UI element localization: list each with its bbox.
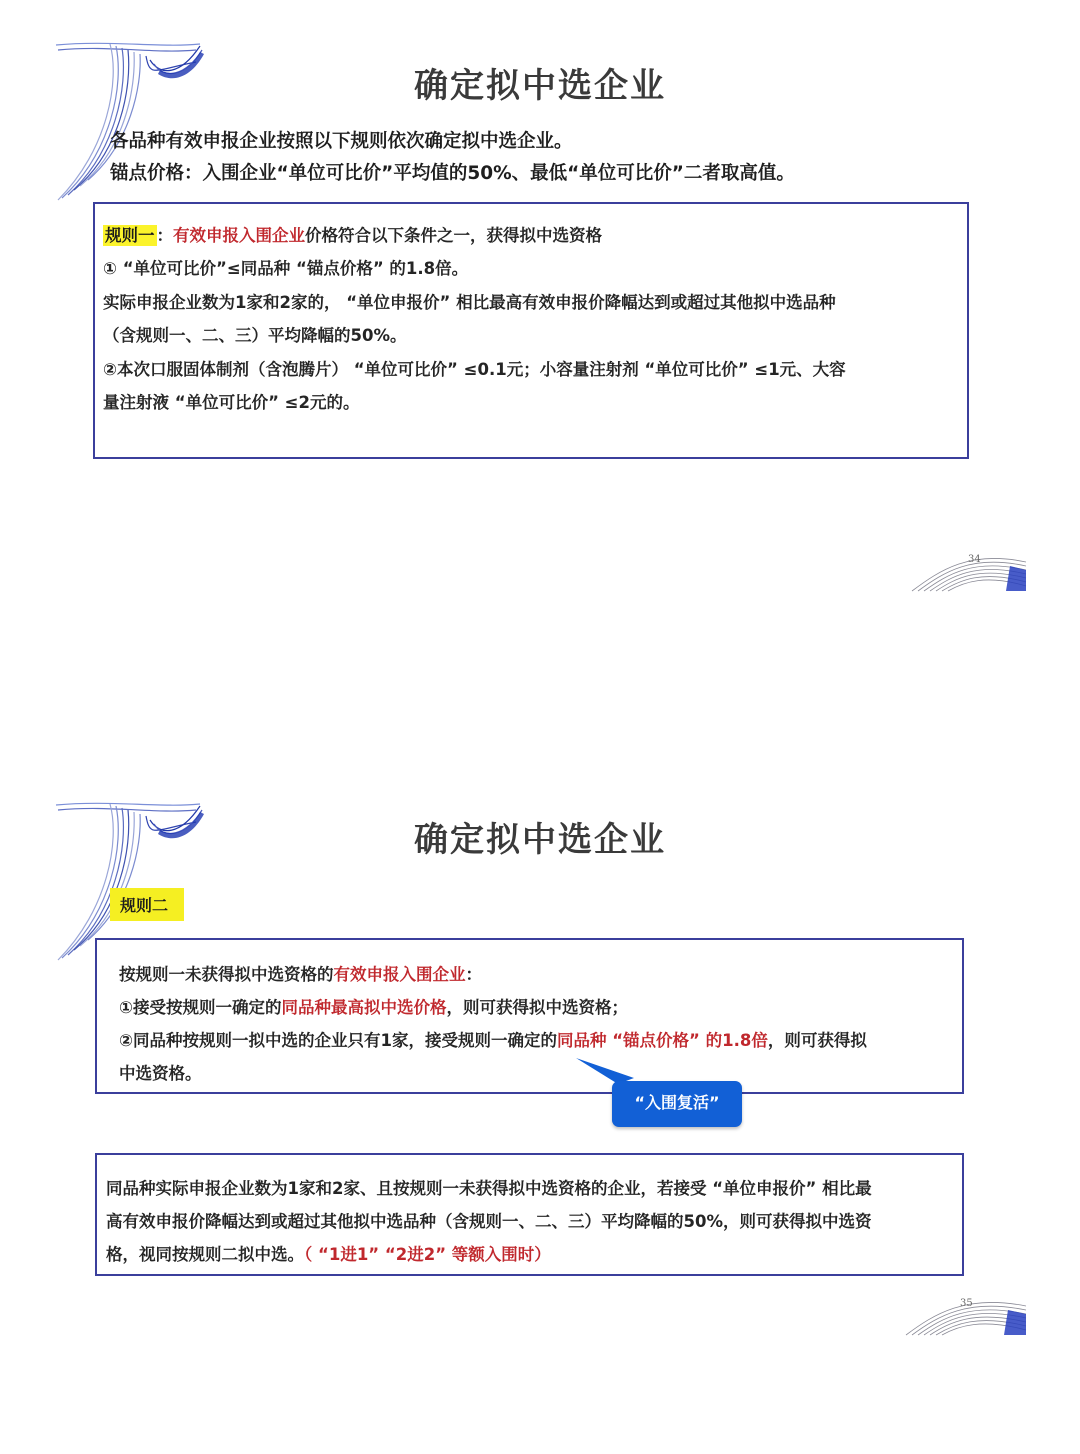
rule-one-red-text: 有效申报入围企业: [173, 226, 305, 245]
supplement-line-3-red: （ “1进1” “2进2” 等额入围时）: [304, 1245, 551, 1264]
rule-two-line-1-red: 有效申报入围企业: [333, 965, 466, 984]
rule-two-line-1-a: 按规则一未获得拟中选资格的: [119, 965, 334, 984]
rule-two-line-3-red: 同品种 “锚点价格” 的1.8倍: [556, 1031, 768, 1050]
page-number: 35: [960, 1298, 973, 1309]
rule-two-supplement-box: [95, 1153, 964, 1276]
rule-one-line-1: [103, 222, 602, 246]
rule-one-line-5: ②本次口服固体制剂（含泡腾片） “单位可比价” ≤0.1元；小容量注射剂 “单位可比价” ≤1元、大容: [103, 360, 846, 379]
callout-badge: “入围复活”: [612, 1081, 742, 1127]
rule-one-line-1-rest: 价格符合以下条件之一，获得拟中选资格: [305, 226, 602, 245]
supplement-line-3-a: 格，视同按规则二拟中选。: [106, 1245, 304, 1264]
rule-one-line-2: ① “单位可比价”≤同品种 “锚点价格” 的1.8倍。: [103, 259, 469, 278]
rule-two-box: [95, 938, 964, 1094]
rule-one-line-3: 实际申报企业数为1家和2家的， “单位申报价” 相比最高有效申报价降幅达到或超过其他拟中选品种: [103, 293, 836, 312]
rule-two-line-2-a: ①接受按规则一确定的: [119, 998, 282, 1017]
page-title: 确定拟中选企业: [414, 66, 666, 106]
rule-two-line-2-red: 同品种最高拟中选价格: [281, 998, 447, 1017]
supplement-line-2: 高有效申报价降幅达到或超过其他拟中选品种（含规则一、二、三）平均降幅的50%，则可获得拟中选资: [106, 1212, 872, 1231]
rule-two-line-2-b: ，则可获得拟中选资格；: [446, 998, 628, 1017]
supplement-line-1: 同品种实际申报企业数为1家和2家、且按规则一未获得拟中选资格的企业，若接受 “单位申报价” 相比最: [106, 1179, 872, 1198]
rule-one-colon: ：: [156, 226, 173, 245]
rule-one-box: [93, 202, 969, 459]
intro-line-1: 各品种有效申报企业按照以下规则依次确定拟中选企业。: [110, 131, 573, 152]
rule-two-line-3-b: ，则可获得拟: [767, 1031, 867, 1050]
rule-one-line-4: （含规则一、二、三）平均降幅的50%。: [103, 326, 407, 345]
page-title: 确定拟中选企业: [414, 820, 666, 860]
slide-34: [0, 0, 1080, 600]
rule-two-tag: 规则二: [110, 888, 184, 921]
rule-two-line-1-b: ：: [465, 965, 482, 984]
rule-two-line-2: [119, 994, 628, 1018]
supplement-line-3: [106, 1241, 551, 1265]
rule-two-line-3-a: ②同品种按规则一拟中选的企业只有1家，接受规则一确定的: [119, 1031, 557, 1050]
slide-35: [0, 760, 1080, 1360]
page-number: 34: [968, 554, 981, 565]
intro-line-2: 锚点价格：入围企业“单位可比价”平均值的50%、最低“单位可比价”二者取高值。: [110, 163, 795, 184]
rule-two-line-3: [119, 1027, 867, 1051]
rule-one-label: 规则一: [105, 226, 155, 245]
rule-one-line-6: 量注射液 “单位可比价” ≤2元的。: [103, 393, 360, 412]
rule-two-line-4: 中选资格。: [119, 1064, 202, 1083]
rule-two-line-1: [119, 961, 482, 985]
